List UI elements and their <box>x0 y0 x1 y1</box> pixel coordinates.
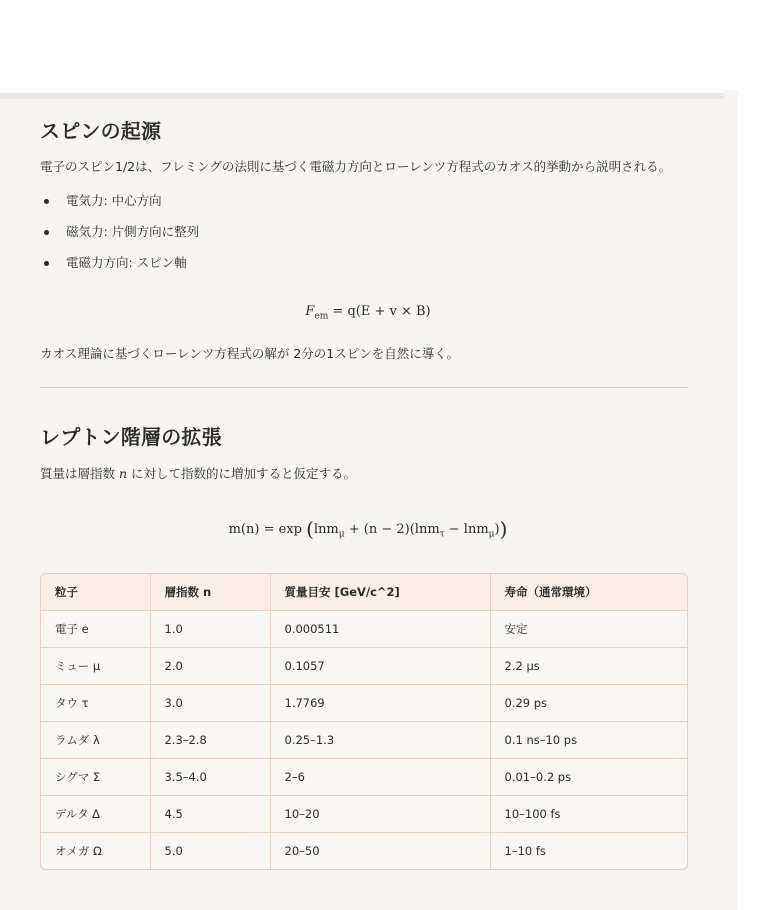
bullet-item <box>40 254 199 285</box>
section-heading-spin-origin: スピンの起源 <box>40 119 162 143</box>
cell-lifetime: 2.2 μs <box>490 648 687 685</box>
mass-equation: m(n) = exp (lnm$_\mu$ + (n − 2)(lnm$_\tau$ − lnm$_\mu$)) <box>228 517 508 541</box>
section-heading-lepton-hierarchy: レプトン階層の拡張 <box>40 425 222 449</box>
cell-lifetime: 0.1 ns–10 ps <box>490 722 687 759</box>
lepton-intro-paragraph <box>40 465 356 483</box>
cell-layer-index: 4.5 <box>150 796 270 833</box>
eq-end: ) <box>494 522 500 537</box>
bullet-text: 電気力: 中心方向 <box>66 193 162 208</box>
bullet-item <box>40 192 199 223</box>
cell-layer-index: 3.0 <box>150 685 270 722</box>
bullet-dot <box>44 261 49 266</box>
cell-layer-index: 5.0 <box>150 833 270 870</box>
bullet-dot <box>44 230 49 235</box>
cell-particle: シグマ Σ <box>41 759 150 796</box>
eq-mass-lhs: m(n) = exp <box>228 522 302 537</box>
table-row <box>41 833 687 870</box>
table-header-row <box>41 574 687 611</box>
cell-particle: タウ τ <box>41 685 150 722</box>
section-divider <box>40 387 688 388</box>
intro-after: に対して指数的に増加すると仮定する。 <box>127 466 357 481</box>
cell-mass: 1.7769 <box>270 685 490 722</box>
cell-layer-index: 2.0 <box>150 648 270 685</box>
cell-particle: ラムダ λ <box>41 722 150 759</box>
lorentz-force-equation <box>0 304 736 322</box>
cell-lifetime: 10–100 fs <box>490 796 687 833</box>
cell-mass: 20–50 <box>270 833 490 870</box>
cell-particle: 電子 e <box>41 611 150 648</box>
table-row <box>41 685 687 722</box>
document-panel <box>0 99 738 910</box>
eq-term1: lnm <box>313 522 339 537</box>
eq-rhs: = q(E + v × B) <box>332 304 431 319</box>
cell-layer-index: 2.3–2.8 <box>150 722 270 759</box>
table-row <box>41 759 687 796</box>
cell-layer-index: 3.5–4.0 <box>150 759 270 796</box>
cell-lifetime: 1–10 fs <box>504 844 546 858</box>
cell-lifetime: 0.29 ps <box>490 685 687 722</box>
cell-particle: オメガ Ω <box>41 833 150 870</box>
spin-intro-paragraph: 電子のスピン1/2は、フレミングの法則に基づく電磁力方向とローレンツ方程式のカオス的挙動から説明される。 <box>40 159 672 174</box>
force-bullet-list <box>40 192 199 285</box>
cell-particle: デルタ Δ <box>41 796 150 833</box>
eq-mid2: − lnm <box>444 522 489 537</box>
eq-lhs: F <box>305 304 315 319</box>
cell-mass: 0.1057 <box>270 648 490 685</box>
table-row <box>41 796 687 833</box>
cell-mass: 2–6 <box>270 759 490 796</box>
table-row <box>41 611 687 648</box>
col-header-mass: 質量目安 [GeV/c^2] <box>270 574 490 611</box>
cell-mass: 10–20 <box>270 796 490 833</box>
col-header-lifetime: 寿命（通常環境） <box>490 574 687 611</box>
intro-variable: n <box>118 466 128 481</box>
cell-mass: 0.25–1.3 <box>270 722 490 759</box>
cell-lifetime: 安定 <box>490 611 687 648</box>
spin-conclusion-paragraph: カオス理論に基づくローレンツ方程式の解が 2分の1スピンを自然に導く。 <box>40 346 459 361</box>
bullet-text: 電磁力方向: スピン軸 <box>66 255 187 270</box>
table-row <box>41 722 687 759</box>
eq-term3-sub: μ <box>488 529 495 540</box>
bullet-text: 磁気力: 片側方向に整列 <box>66 224 200 239</box>
eq-term1-sub: μ <box>338 529 345 540</box>
col-header-layer-index: 層指数 n <box>150 574 270 611</box>
cell-layer-index: 1.0 <box>150 611 270 648</box>
table-row <box>41 648 687 685</box>
cell-particle: ミュー μ <box>41 648 150 685</box>
eq-term2-sub: τ <box>439 529 445 540</box>
eq-mid: + (n − 2)(lnm <box>344 522 440 537</box>
eq-lhs-sub: em <box>314 311 329 322</box>
cell-mass: 0.000511 <box>270 611 490 648</box>
lepton-data-table <box>41 574 687 869</box>
bullet-item <box>40 223 199 254</box>
cell-lifetime: 0.01–0.2 ps <box>490 759 687 796</box>
col-header-particle: 粒子 <box>41 574 150 611</box>
lepton-table <box>40 573 688 870</box>
intro-before: 質量は層指数 <box>40 466 119 481</box>
bullet-dot <box>44 199 49 204</box>
